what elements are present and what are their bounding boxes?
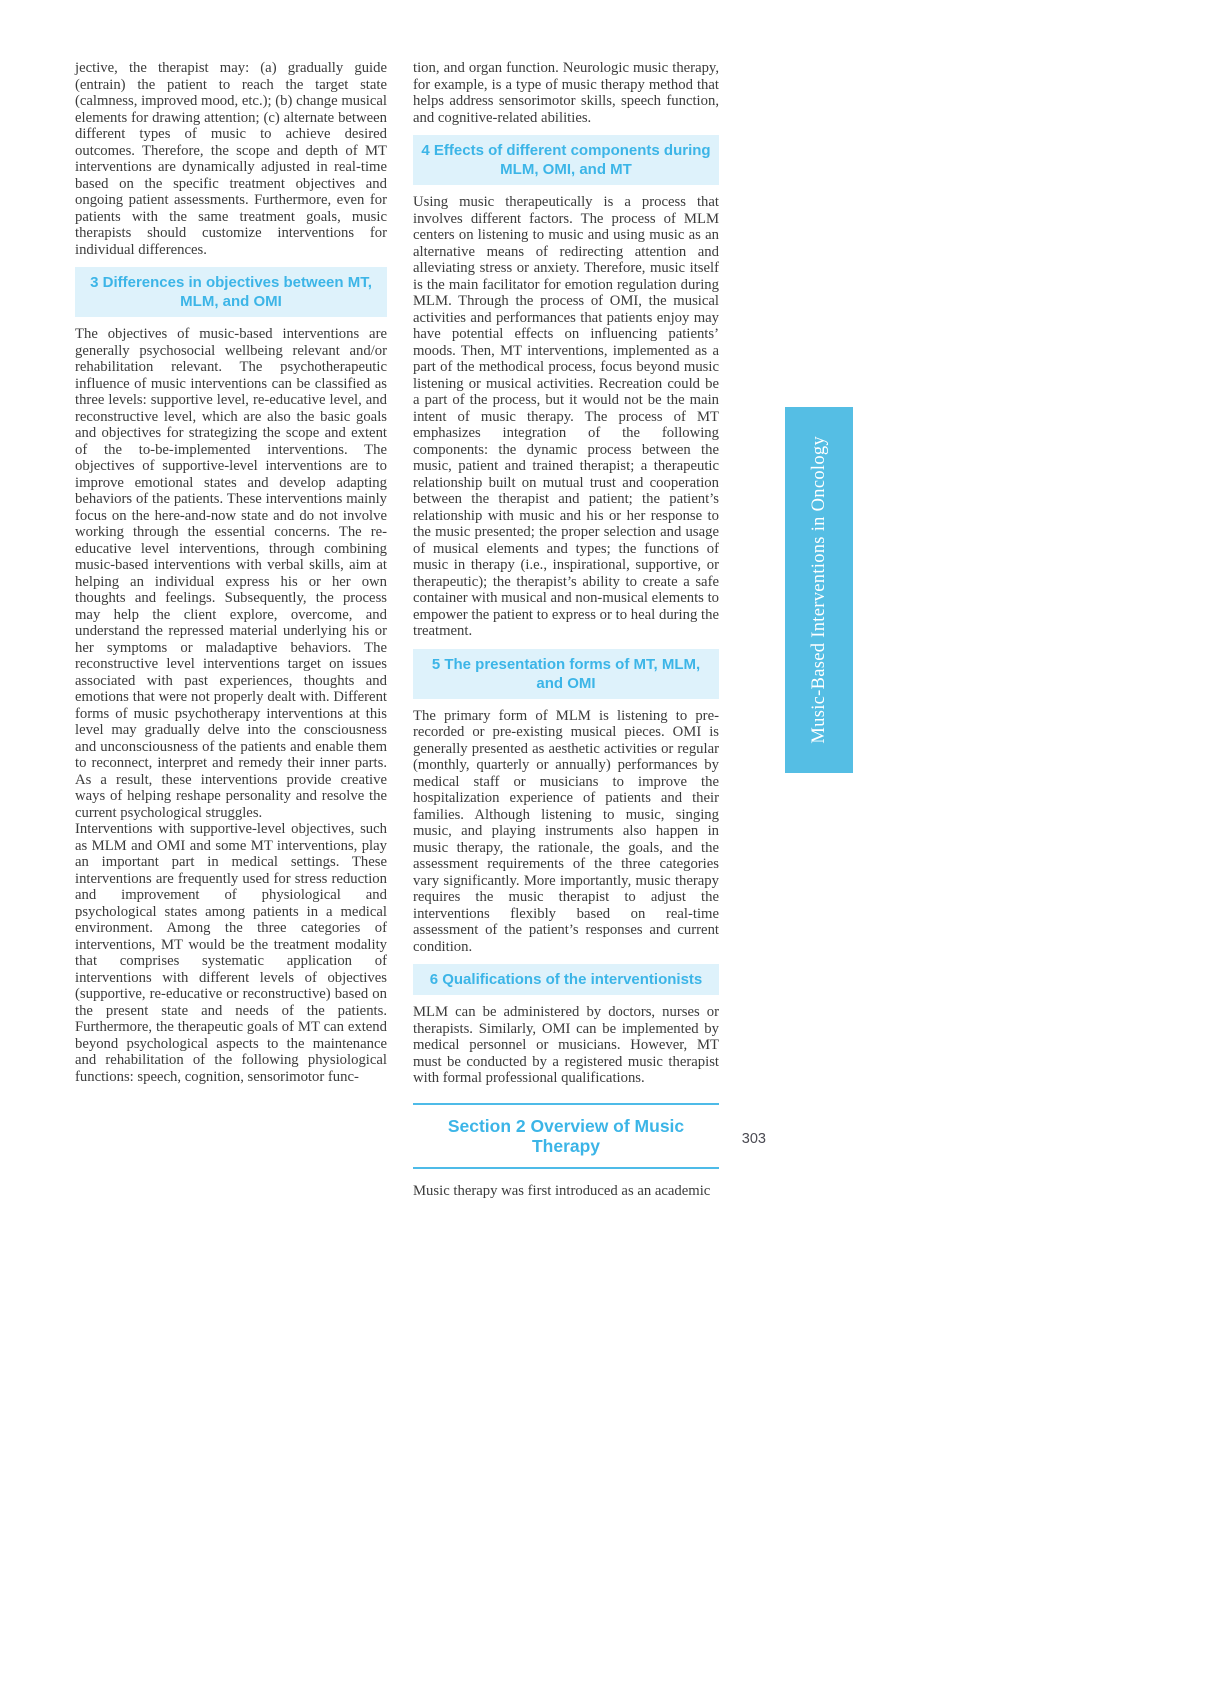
- paragraph-overview-intro: Music therapy was first introduced as an academic: [413, 1182, 711, 1199]
- paragraph-objectives-levels: The objectives of music-based interventions are generally psychosocial wellbeing relevant and/or rehabilitation relevant. The psychotherapeutic influence of music interventions can be classified as three levels: supportive level, re-educative level, and reconstructive level, which are also the basic goals and objectives for strategizing the scope and extent of the to-be-implemented interventions. The objectives of supportive-level interventions are to improve emotional states and develop adapting behaviors of the patients. These interventions mainly focus on the here-and-now state and do not involve working through the essential concerns. The re-educative level interventions, through combining music-based interventions with verbal skills, aim at helping an individual express his or her own thoughts and feelings. Subsequently, the process may help the client explore, overcome, and understand the repressed material underlying his or her symptoms or maladaptive behaviors. The reconstructive level interventions target on issues associated with past experiences, thoughts and emotions that were not properly dealt with. Different forms of music psychotherapy interventions at this level may gradually delve into the consciousness and unconsciousness of the patients and enable them to reconnect, interpret and remedy their inner parts. As a result, these interventions provide creative ways of helping reshape personality and resolve the current psychological struggles.: [75, 326, 387, 821]
- heading-section-6-qualifications: 6 Qualifications of the interventionists: [413, 964, 719, 995]
- heading-section-5-presentation-forms: 5 The presentation forms of MT, MLM, and OMI: [413, 649, 719, 699]
- paragraph-effects-components: Using music therapeutically is a process that involves different factors. The process of MLM centers on listening to music and using music as an alternative means of redirecting attention and alleviating stress or anxiety. Therefore, music itself is the main facilitator for emotion regulation during MLM. Through the process of OMI, the musical activities and performances that patients enjoy may have potential effects on influencing patients’ moods. Then, MT interventions, implemented as a part of the methodical process, focus beyond music listening or musical activities. Recreation could be a part of the process, but it would not be the main intent of music therapy. The process of MT emphasizes integration of the following components: the dynamic process between the music, patient and trained therapist; a therapeutic relationship built on mutual trust and cooperation between the therapist and patient; the patient’s relationship with music and his or her response to the music presented; the proper selection and usage of musical elements and types; the functions of music in therapy (i.e., inspirational, supportive, or therapeutic); the therapist’s ability to create a safe container with musical and non-musical elements to empower the patient to express or to heal during the treatment.: [413, 194, 719, 639]
- paragraph-qualifications: MLM can be administered by doctors, nurses or therapists. Similarly, OMI can be implemented by medical personnel or musicians. However, MT must be conducted by a registered music therapist with formal professional qualifications.: [413, 1004, 719, 1086]
- heading-section-4-effects: 4 Effects of different components during MLM, OMI, and MT: [413, 135, 719, 185]
- paragraph-neurologic-music-therapy: tion, and organ function. Neurologic music therapy, for example, is a type of music therapy method that helps address sensorimotor skills, speech function, and cognitive-related abilities.: [413, 60, 719, 126]
- chapter-edge-tab: [785, 407, 853, 773]
- paragraph-presentation-forms: The primary form of MLM is listening to pre-recorded or pre-existing musical pieces. OMI is generally presented as aesthetic activities or regular (monthly, quarterly or annually) performances by medical staff or musicians to improve the hospitalization experience of patients and their families. Although listening to music, singing music, and playing instruments also happen in music therapy, the rationale, the goals, and the assessment requirements of the three categories vary significantly. More importantly, music therapy requires the music therapist to adjust the interventions flexibly based on real-time assessment of the patient’s responses and current condition.: [413, 707, 719, 955]
- two-column-text-block: [75, 60, 719, 1199]
- chapter-edge-tab-label: Music-Based Interventions in Oncology: [808, 436, 829, 744]
- heading-section-2-overview: Section 2 Overview of Music Therapy: [413, 1103, 719, 1169]
- paragraph-mt-adjustment: jective, the therapist may: (a) gradually guide (entrain) the patient to reach the target state (calmness, improved mood, etc.); (b) change musical elements for drawing attention; (c) alternate between different types of music to achieve desired outcomes. Therefore, the scope and depth of MT interventions are dynamically adjusted in real-time based on the specific treatment objectives and ongoing patient assessments. Furthermore, even for patients with the same treatment goals, music therapists should customize interventions for individual differences.: [75, 60, 388, 258]
- page-number: 303: [741, 1131, 766, 1147]
- heading-section-3-differences: 3 Differences in objectives between MT, MLM, and OMI: [75, 267, 387, 317]
- left-column: [75, 60, 387, 1199]
- paragraph-supportive-interventions: Interventions with supportive-level objectives, such as MLM and OMI and some MT interventions, play an important part in medical settings. These interventions are frequently used for stress reduction and improvement of physiological and psychological states among patients in a medical environment. Among the three categories of interventions, MT would be the treatment modality that comprises systematic application of interventions with different levels of objectives (supportive, re-educative or reconstructive) based on the present state and needs of the patients. Furthermore, the therapeutic goals of MT can extend beyond psychological aspects to the maintenance and rehabilitation of the following physiological functions: speech, cognition, sensorimotor func-: [75, 821, 387, 1085]
- right-column: [413, 60, 719, 1199]
